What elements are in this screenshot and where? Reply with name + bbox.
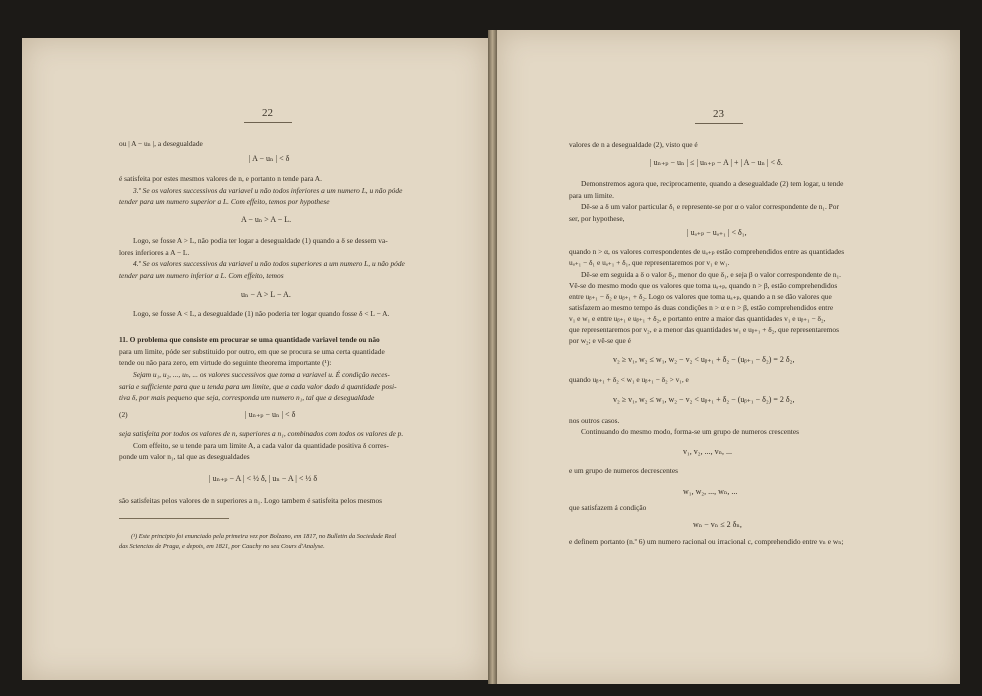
text-line: tender para um numero superior a L. Com effeito, temos por hypothese: [119, 197, 330, 206]
text-line: entre uᵦ₊₁ − δ₂ e uᵦ₊₁ + δ₂. Logo os valores que toma uₐ₊ₚ, quando a n se dão valores que: [569, 292, 832, 301]
text-line: Logo, se fosse A < L, a desegualdade (1) não poderia ter logar quando fosse δ < L − A.: [133, 309, 390, 318]
text-line: satisfazem ao mesmo tempo ás duas condições n > α e n > β, estão comprehendidos entre: [569, 303, 834, 312]
text-line: ser, por hypothese,: [569, 214, 625, 223]
text-line: para um limite.: [569, 191, 614, 200]
page-number-right: 23: [713, 108, 724, 120]
text-line: Logo, se fosse A > L, não podia ter logar a desegualdade (1) quando a δ se dessem va-: [133, 236, 388, 245]
text-line: Continuando do mesmo modo, forma-se um grupo de numeros crescentes: [581, 427, 799, 436]
text-line: são satisfeitas pelos valores de n superiores a n₁. Logo tambem é satisfeita pelos mesmos: [119, 496, 383, 505]
text-line: uₐ₊₁ − δ₁ e uₐ₊₁ + δ₁, que representaremos por v₁ e w₁.: [569, 258, 730, 267]
text-line: saria e sufficiente para que u tenda para um limite, que a cada valor dado á quantidade posi-: [119, 382, 397, 391]
header-rule-right: [695, 123, 743, 124]
text-line: v₂ ≥ v₁, w₂ ≤ w₁, w₂ − v₂ < uᵦ₊₁ + δ₂ − (uᵦ₊₁ − δ₂) = 2 δ₂,: [613, 395, 795, 404]
page-number-left: 22: [262, 107, 273, 119]
text-line: por w₂; e vê-se que é: [569, 336, 631, 345]
text-line: seja satisfeita por todos os valores de n, superiores a n₁, combinados com todos os valores de p.: [119, 429, 404, 438]
text-line: é satisfeita por estes mesmos valores de n, e portanto n tende para A.: [119, 174, 322, 183]
right-page: [497, 30, 960, 684]
text-line: | uₙ₊ₚ − A | < ½ δ, | uₙ − A | < ½ δ: [209, 474, 318, 483]
text-line: uₙ − A > L − A.: [241, 290, 291, 299]
text-line: (2): [119, 410, 128, 419]
text-line: | uₙ₊ₚ − uₙ | ≤ | uₙ₊ₚ − A | + | A − uₙ | < δ.: [650, 158, 783, 167]
text-line: | A − uₙ | < δ: [249, 154, 290, 163]
text-line: Dê-se em seguida a δ o valor δ₂, menor do que δ₁, e seja β o valor correspondente de n₁.: [581, 270, 841, 279]
text-line: quando uᵦ₊₁ + δ₂ < w₁ e uᵦ₊₁ − δ₂ > v₁, e: [569, 375, 689, 384]
text-line: e definem portanto (n.º 6) um numero racional ou irracional c, comprehendido entre vₙ e wₙ;: [569, 537, 844, 546]
text-line: e um grupo de numeros decrescentes: [569, 466, 678, 475]
text-line: lores inferiores a A − L.: [119, 248, 190, 257]
text-line: tiva δ, por mais pequeno que seja, corresponda um numero n₁, tal que a desegualdade: [119, 393, 375, 402]
text-line: v₁, v₂, ..., vₙ, ...: [683, 447, 733, 456]
text-line: Vê-se do mesmo modo que os valores que toma uₐ₊ₚ, quando n > β, estão comprehendidos: [569, 281, 838, 290]
text-line: v₁ e w₁ e entre uᵦ₊₁ e uᵦ₊₁ + δ₂, e portanto entre a maior das quantidades v₁ e uᵦ₊₁ − δ₂,: [569, 314, 826, 323]
text-line: 3.º Se os valores successivos da variavel u não todos inferiores a um numero L, u não póde: [133, 186, 403, 195]
text-line: que satisfazem á condição: [569, 503, 647, 512]
text-line: | uₙ₊ₚ − uₙ | < δ: [245, 410, 296, 419]
text-line: v₂ ≥ v₁, w₂ ≤ w₁, w₂ − v₂ < uᵦ₊₁ + δ₂ − (uᵦ₊₁ − δ₂) = 2 δ₂,: [613, 355, 795, 364]
left-page: [22, 38, 488, 680]
text-line: tender para um numero inferior a L. Com effeito, temos: [119, 271, 284, 280]
text-line: 11. O problema que consiste em procurar se uma quantidade variavel tende ou não: [119, 335, 380, 344]
text-line: ou | A − uₙ |, a desegualdade: [119, 139, 203, 148]
text-line: valores de n a desegualdade (2), visto que é: [569, 140, 698, 149]
text-line: Demonstremos agora que, reciprocamente, quando a desegualdade (2) tem logar, u tende: [581, 179, 844, 188]
text-line: ponde um valor n₁, tal que as desegualdades: [119, 452, 250, 461]
text-line: Sejam u₁, u₂, ..., uₙ, ... os valores successivos que toma a variavel u. É condição neces-: [133, 370, 390, 379]
text-line: (¹) Este principio foi enunciado pela primeira vez por Bolzano, em 1817, no Bulletin da Sociedade Real: [131, 533, 397, 540]
text-line: A − uₙ > A − L.: [241, 215, 292, 224]
header-rule-left: [244, 122, 292, 123]
text-line: Com effeito, se u tende para um limite A, a cada valor da quantidade positiva δ corres-: [133, 441, 389, 450]
text-line: que representaremos por v₂, e a menor das quantidades w₁ e uᵦ₊₁ + δ₂, que representaremos: [569, 325, 839, 334]
text-line: nos outros casos.: [569, 416, 620, 425]
text-line: quando n > α, os valores correspondentes de uₐ₊ₚ estão comprehendidos entre as quantidades: [569, 247, 845, 256]
text-line: para um limite, póde ser substituido por outro, em que se procura se uma certa quantidade: [119, 347, 385, 356]
text-line: das Sciencias de Praga, e depois, em 1821, por Cauchy no seu Cours d'Analyse.: [119, 543, 325, 550]
text-line: Dê-se a δ um valor particular δ₁ e represente-se por α o valor correspondente de n₁. Por: [581, 202, 839, 211]
footnote-rule: [119, 518, 229, 519]
text-line: w₁, w₂, ..., wₙ, ...: [683, 487, 738, 496]
text-line: wₙ − vₙ ≤ 2 δₙ,: [693, 520, 742, 529]
book-gutter: [488, 30, 497, 684]
text-line: 4.º Se os valores successivos da variavel u não todos superiores a um numero L, u não póde: [133, 259, 405, 268]
text-line: tende ou não para zero, em virtude do seguinte theorema importante (¹):: [119, 358, 332, 367]
text-line: | uₐ₊ₚ − uₐ₊₁ | < δ₁,: [687, 228, 747, 237]
